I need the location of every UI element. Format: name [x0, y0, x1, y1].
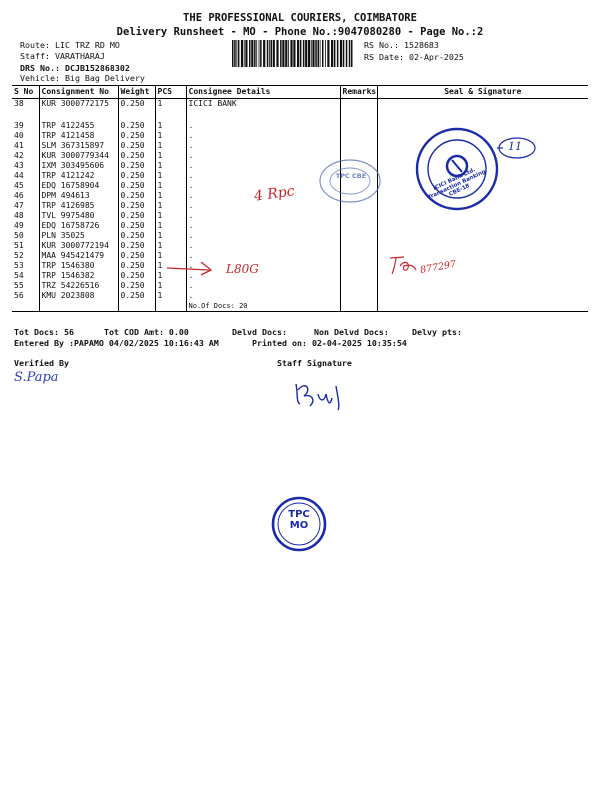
pcs-cell: 1: [155, 141, 186, 151]
verified-by-label: Verified By: [14, 358, 69, 368]
printed-on: Printed on: 02-04-2025 10:35:54: [252, 338, 407, 348]
pcs-cell: 1: [155, 151, 186, 161]
consignment-cell: SLM 367315897: [39, 141, 118, 151]
barcode-bar: [285, 40, 287, 67]
consignee-cell: .: [186, 131, 340, 141]
pcs-cell: 1: [155, 211, 186, 221]
barcode-bar: [303, 40, 305, 67]
col-weight: Weight: [118, 86, 155, 99]
sno-cell: 43: [14, 161, 24, 170]
sno-cell: 44: [14, 171, 24, 180]
total-cod: Tot COD Amt: 0.00: [104, 327, 189, 337]
table-row: [12, 281, 588, 291]
table-row: [12, 271, 588, 281]
col-remarks: Remarks: [340, 86, 377, 99]
barcode-bar: [241, 40, 243, 67]
consignment-cell: KUR 3000772194: [39, 241, 118, 251]
table-row: [12, 221, 588, 231]
staff-signature-label: Staff Signature: [277, 358, 352, 368]
barcode-bar: [256, 40, 257, 67]
barcode-bar: [312, 40, 314, 67]
barcode-bar: [349, 40, 351, 67]
loa-note: L80G: [226, 262, 259, 276]
consignee-cell: .: [186, 161, 340, 171]
col-consignee: Consignee Details: [186, 86, 340, 99]
table-row: [12, 121, 588, 131]
pcs-cell: 1: [155, 291, 186, 301]
table-row: [12, 161, 588, 171]
consignee-cell: ICICI BANK: [186, 99, 340, 110]
pcs-cell: 1: [155, 181, 186, 191]
consignment-cell: TRP 1546380: [39, 261, 118, 271]
table-row: [12, 171, 588, 181]
col-pcs: PCS: [155, 86, 186, 99]
consignment-cell: KMU 2023808: [39, 291, 118, 301]
table-row: [12, 261, 588, 271]
consignment-cell: TRP 4122455: [39, 121, 118, 131]
barcode-bar: [271, 40, 273, 67]
weight-cell: 0.250: [118, 99, 155, 110]
barcode-bar: [315, 40, 317, 67]
receiver-number: 877297: [419, 258, 457, 277]
consignment-cell: EDQ 16758726: [39, 221, 118, 231]
table-row: [12, 211, 588, 221]
weight-cell: 0.250: [118, 201, 155, 211]
vehicle-label: Vehicle: Big Bag Delivery: [20, 73, 145, 83]
table-header-row: [12, 86, 588, 99]
weight-cell: 0.250: [118, 141, 155, 151]
table-row: [12, 291, 588, 301]
table-row: [12, 181, 588, 191]
pcs-cell: 1: [155, 231, 186, 241]
consignment-cell: KUR 3000779344: [39, 151, 118, 161]
barcode-bar: [288, 40, 289, 67]
consignee-cell: .: [186, 201, 340, 211]
barcode-bar: [259, 40, 260, 67]
barcode-bar: [293, 40, 295, 67]
consignment-cell: TRP 4121458: [39, 131, 118, 141]
pcs-cell: 1: [155, 121, 186, 131]
consignment-cell: PLN 35025: [39, 231, 118, 241]
arrow-annotation: [165, 258, 225, 278]
table-row: [12, 191, 588, 201]
rs-date: RS Date: 02-Apr-2025: [364, 52, 464, 62]
pcs-cell: 1: [155, 251, 186, 261]
sno-cell: 38: [14, 99, 24, 108]
barcode-bar: [251, 40, 253, 67]
consignee-cell: .: [186, 221, 340, 231]
sno-cell: 48: [14, 211, 24, 220]
barcode-bar: [300, 40, 302, 67]
pcs-cell: 1: [155, 241, 186, 251]
table-row: [12, 251, 588, 261]
barcode-bar: [254, 40, 256, 67]
barcode-bar: [290, 40, 292, 67]
drs-number: DRS No.: DCJB152868302: [20, 63, 130, 73]
company-title: THE PROFESSIONAL COURIERS, COIMBATORE: [183, 12, 417, 24]
barcode-bar: [269, 40, 270, 67]
staff-label: Staff: VARATHARAJ: [20, 51, 105, 61]
route-label: Route: LIC TRZ RD MO: [20, 40, 120, 50]
pcs-cell: 1: [155, 271, 186, 281]
barcode-bar: [260, 40, 262, 67]
spacer-row: [12, 109, 588, 121]
tpc-cbe-stamp-text: TPC CBE: [335, 172, 367, 180]
weight-cell: 0.250: [118, 261, 155, 271]
weight-cell: 0.250: [118, 271, 155, 281]
consignee-cell: .: [186, 171, 340, 181]
no-of-docs-row: [12, 301, 588, 312]
consignment-cell: TRP 1546382: [39, 271, 118, 281]
consignee-cell: .: [186, 271, 340, 281]
sno-cell: 40: [14, 131, 24, 140]
sno-cell: 51: [14, 241, 24, 250]
barcode-bar: [273, 40, 275, 67]
consignment-cell: EDQ 16758904: [39, 181, 118, 191]
icici-stamp-text: ICICI Bank Ltd. Transaction Banking CBE-18: [427, 167, 487, 202]
pcs-cell: 1: [155, 201, 186, 211]
barcode-bar: [331, 40, 333, 67]
consignee-cell: .: [186, 261, 340, 271]
barcode-bar: [340, 40, 342, 67]
weight-cell: 0.250: [118, 231, 155, 241]
sno-cell: 55: [14, 281, 24, 290]
weight-cell: 0.250: [118, 161, 155, 171]
consignment-cell: MAA 945421479: [39, 251, 118, 261]
pcs-cell: 1: [155, 281, 186, 291]
barcode-bar: [282, 40, 284, 67]
weight-cell: 0.250: [118, 251, 155, 261]
consignment-cell: KUR 3000772175: [39, 99, 118, 110]
tpc-mo-stamp-text: TPC MO: [288, 509, 310, 531]
barcode-bar: [322, 40, 324, 67]
runsheet-subtitle: Delivery Runsheet - MO - Phone No.:9047080280 - Page No.:2: [116, 26, 484, 38]
tpc-cbe-stamp: [316, 156, 384, 206]
consignee-cell: .: [186, 191, 340, 201]
sno-cell: 42: [14, 151, 24, 160]
receiver-signature: [388, 252, 418, 276]
consignment-cell: IXM 303495606: [39, 161, 118, 171]
consignee-cell: .: [186, 291, 340, 301]
count-eleven: 11: [508, 140, 522, 153]
barcode-bar: [308, 40, 310, 67]
consignment-cell: TVL 9975480: [39, 211, 118, 221]
sno-cell: 45: [14, 181, 24, 190]
weight-cell: 0.250: [118, 241, 155, 251]
barcode-bar: [238, 40, 240, 67]
barcode-bar: [311, 40, 312, 67]
barcode-bar: [351, 40, 353, 67]
barcode-bar: [245, 40, 247, 67]
barcode-bar: [320, 40, 321, 67]
table-row: [12, 201, 588, 211]
staff-signature: [290, 376, 360, 412]
weight-cell: 0.250: [118, 281, 155, 291]
col-seal: Seal & Signature: [377, 86, 588, 99]
no-of-docs: No.Of Docs: 20: [186, 301, 340, 312]
barcode-bar: [337, 40, 339, 67]
barcode-bar: [334, 40, 336, 67]
pcs-cell: 1: [155, 171, 186, 181]
pcs-cell: 1: [155, 99, 186, 110]
barcode-bar: [297, 40, 299, 67]
weight-cell: 0.250: [118, 181, 155, 191]
consignment-cell: TRZ 54226516: [39, 281, 118, 291]
barcode: [232, 40, 354, 67]
delivered-docs: Delvd Docs:: [232, 327, 287, 337]
weight-cell: 0.250: [118, 121, 155, 131]
barcode-bar: [267, 40, 269, 67]
consignee-cell: .: [186, 181, 340, 191]
consignee-cell: .: [186, 141, 340, 151]
col-sno: S No: [12, 86, 39, 99]
sno-cell: 47: [14, 201, 24, 210]
sno-cell: 54: [14, 271, 24, 280]
barcode-bar: [263, 40, 265, 67]
sno-cell: 56: [14, 291, 24, 300]
runsheet-table: [12, 85, 588, 312]
weight-cell: 0.250: [118, 171, 155, 181]
pcs-cell: 1: [155, 131, 186, 141]
rpc-note: 4 Rpc: [253, 183, 296, 205]
pcs-cell: 1: [155, 221, 186, 231]
table-row: [12, 99, 588, 110]
weight-cell: 0.250: [118, 211, 155, 221]
consignee-cell: .: [186, 211, 340, 221]
sno-cell: 41: [14, 141, 24, 150]
sno-cell: 39: [14, 121, 24, 130]
barcode-bar: [280, 40, 282, 67]
sno-cell: 50: [14, 231, 24, 240]
sno-cell: 52: [14, 251, 24, 260]
consignee-cell: .: [186, 281, 340, 291]
barcode-bar: [244, 40, 245, 67]
consignee-cell: .: [186, 241, 340, 251]
table-row: [12, 241, 588, 251]
consignment-cell: TRP 4126985: [39, 201, 118, 211]
barcode-bar: [325, 40, 326, 67]
barcode-bar: [236, 40, 237, 67]
delivery-points: Delvy pts:: [412, 327, 462, 337]
sno-cell: 53: [14, 261, 24, 270]
consignment-cell: DPM 494613: [39, 191, 118, 201]
barcode-bar: [305, 40, 307, 67]
entered-by: Entered By :PAPAMO 04/02/2025 10:16:43 AM: [14, 338, 219, 348]
consignee-cell: .: [186, 121, 340, 131]
barcode-bar: [234, 40, 236, 67]
pcs-cell: 1: [155, 261, 186, 271]
weight-cell: 0.250: [118, 191, 155, 201]
consignee-cell: .: [186, 231, 340, 241]
weight-cell: 0.250: [118, 291, 155, 301]
total-docs: Tot Docs: 56: [14, 327, 74, 337]
pcs-cell: 1: [155, 161, 186, 171]
rs-number: RS No.: 1528683: [364, 40, 439, 50]
verifier-signature: S.Papa: [14, 370, 59, 385]
barcode-bar: [327, 40, 329, 67]
weight-cell: 0.250: [118, 151, 155, 161]
barcode-bar: [232, 40, 234, 67]
col-consignment: Consignment No: [39, 86, 118, 99]
barcode-bar: [249, 40, 251, 67]
barcode-bar: [276, 40, 278, 67]
consignee-cell: .: [186, 251, 340, 261]
sno-cell: 49: [14, 221, 24, 230]
barcode-bar: [343, 40, 345, 67]
consignment-cell: TRP 4121242: [39, 171, 118, 181]
pcs-cell: 1: [155, 191, 186, 201]
barcode-bar: [318, 40, 320, 67]
barcode-bar: [346, 40, 348, 67]
table-row: [12, 231, 588, 241]
weight-cell: 0.250: [118, 221, 155, 231]
non-delivered-docs: Non Delvd Docs:: [314, 327, 389, 337]
sno-cell: 46: [14, 191, 24, 200]
weight-cell: 0.250: [118, 131, 155, 141]
consignee-cell: .: [186, 151, 340, 161]
